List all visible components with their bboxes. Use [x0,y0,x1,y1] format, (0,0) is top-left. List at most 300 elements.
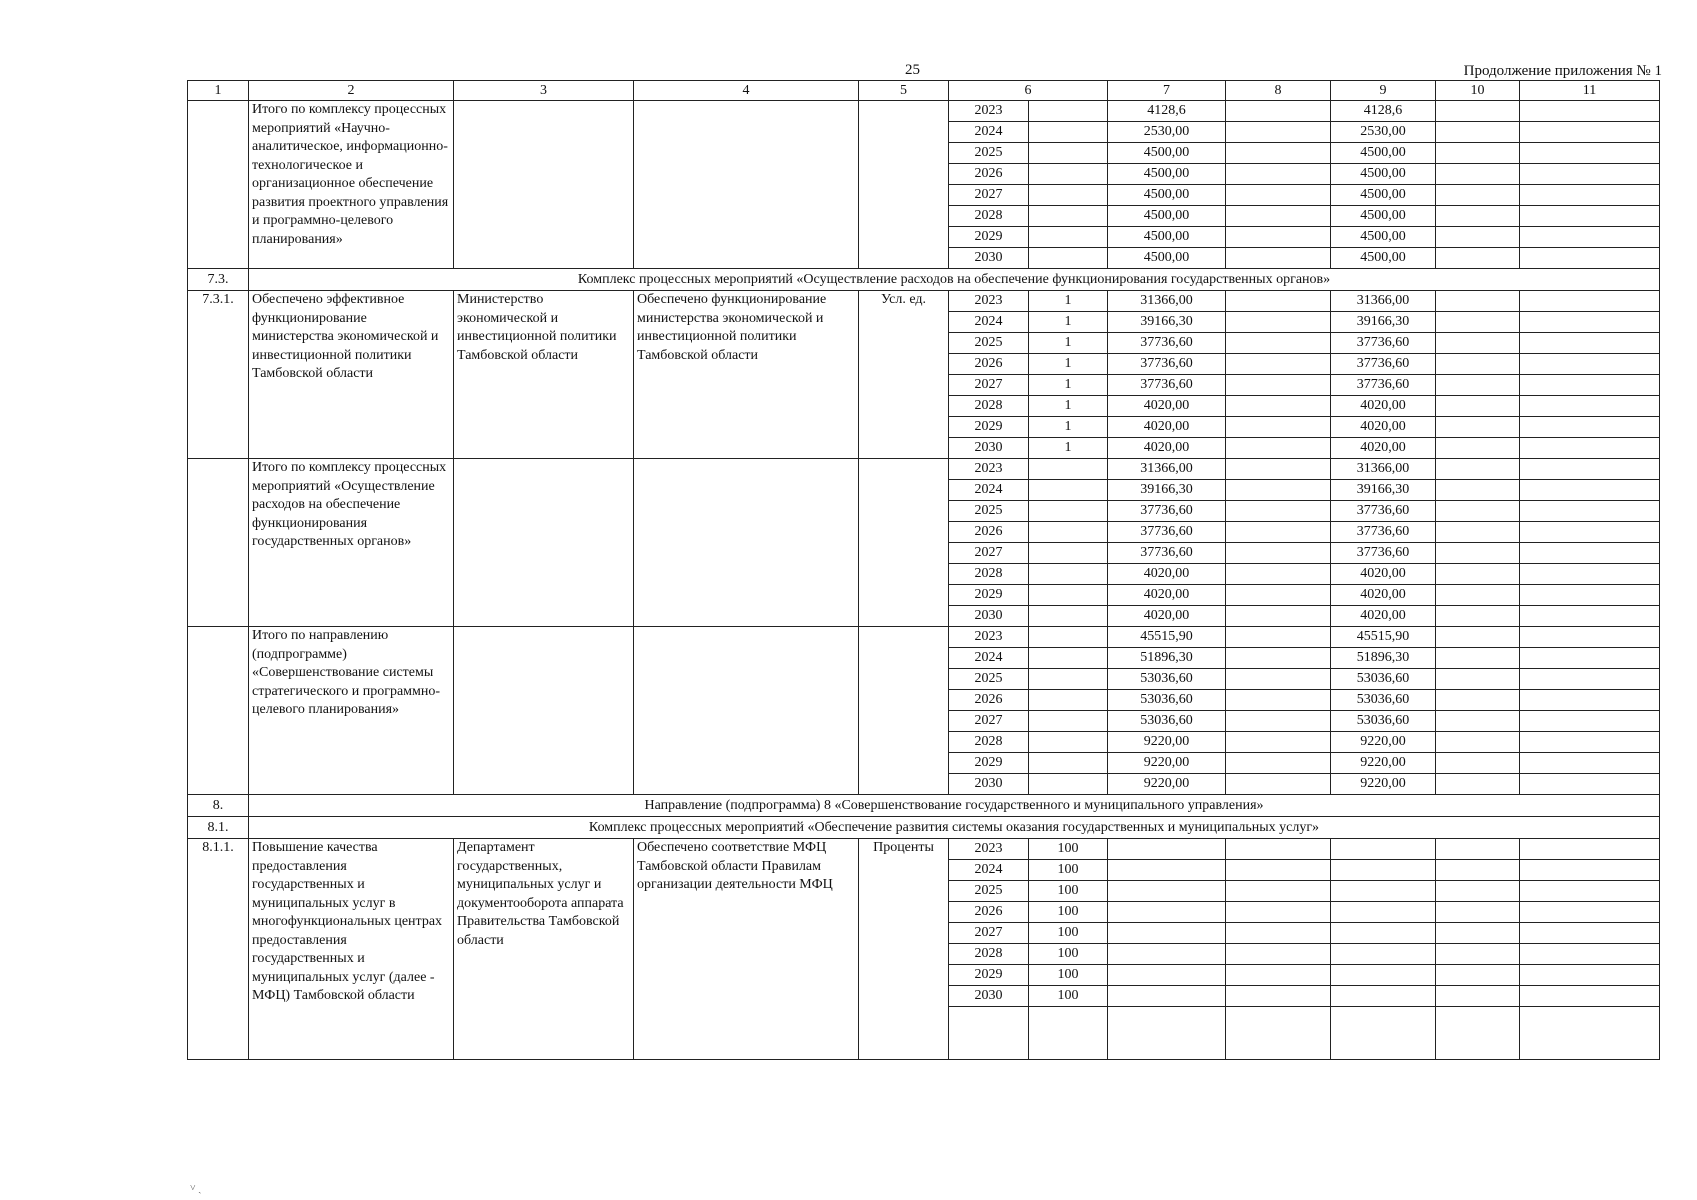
total-amount: 37736,60 [1108,543,1226,564]
total-amount: 31366,00 [1108,459,1226,480]
year-cell: 2026 [949,522,1029,543]
blank-cell [1029,1007,1108,1060]
indicator-value: 1 [1029,312,1108,333]
indicator-value [1029,185,1108,206]
year-cell: 2029 [949,753,1029,774]
total-amount: 4020,00 [1108,606,1226,627]
indicator-value: 1 [1029,375,1108,396]
column-8-value [1226,248,1331,269]
year-cell: 2030 [949,986,1029,1007]
total-amount [1108,860,1226,881]
column-number-3: 3 [454,81,634,101]
column-10-value [1436,312,1520,333]
regional-budget: 4020,00 [1331,438,1436,459]
column-8-value [1226,881,1331,902]
year-cell: 2027 [949,543,1029,564]
total-amount: 4500,00 [1108,227,1226,248]
column-8-value [1226,606,1331,627]
indicator-value [1029,648,1108,669]
total-amount [1108,902,1226,923]
year-cell: 2024 [949,122,1029,143]
column-8-value [1226,753,1331,774]
year-cell: 2026 [949,354,1029,375]
column-8-value [1226,480,1331,501]
total-amount: 31366,00 [1108,291,1226,312]
column-10-value [1436,648,1520,669]
table-row [188,839,1660,860]
regional-budget: 4020,00 [1331,564,1436,585]
indicator-value [1029,248,1108,269]
column-11-value [1520,753,1660,774]
regional-budget: 4500,00 [1331,185,1436,206]
section-number: 8. [188,795,249,817]
indicator-value: 100 [1029,986,1108,1007]
regional-budget: 53036,60 [1331,669,1436,690]
total-amount [1108,923,1226,944]
column-10-value [1436,585,1520,606]
regional-budget: 4128,6 [1331,101,1436,122]
column-number-5: 5 [859,81,949,101]
column-11-value [1520,206,1660,227]
column-8-value [1226,227,1331,248]
indicator-value [1029,480,1108,501]
total-amount: 4500,00 [1108,164,1226,185]
regional-budget: 31366,00 [1331,291,1436,312]
total-amount: 2530,00 [1108,122,1226,143]
indicator-value: 1 [1029,438,1108,459]
column-11-value [1520,881,1660,902]
blank-cell [1520,1007,1660,1060]
column-8-value [1226,690,1331,711]
total-amount: 4500,00 [1108,248,1226,269]
column-8-value [1226,986,1331,1007]
column-8-value [1226,333,1331,354]
year-cell: 2023 [949,291,1029,312]
year-cell: 2028 [949,396,1029,417]
unit-of-measure [859,101,949,269]
year-cell: 2026 [949,902,1029,923]
row-number: 7.3.1. [188,291,249,459]
indicator-value [1029,774,1108,795]
regional-budget [1331,860,1436,881]
year-cell: 2027 [949,711,1029,732]
indicator-value [1029,522,1108,543]
column-11-value [1520,501,1660,522]
total-amount: 37736,60 [1108,522,1226,543]
result-description [634,627,859,795]
column-11-value [1520,585,1660,606]
section-number: 8.1. [188,817,249,839]
indicator-value: 100 [1029,860,1108,881]
column-10-value [1436,206,1520,227]
column-11-value [1520,185,1660,206]
total-amount [1108,839,1226,860]
column-11-value [1520,438,1660,459]
regional-budget: 37736,60 [1331,333,1436,354]
year-cell: 2025 [949,143,1029,164]
column-11-value [1520,860,1660,881]
column-10-value [1436,986,1520,1007]
column-10-value [1436,185,1520,206]
column-number-9: 9 [1331,81,1436,101]
indicator-value: 1 [1029,333,1108,354]
column-11-value [1520,543,1660,564]
blank-cell [1331,1007,1436,1060]
responsible-executor [454,101,634,269]
year-cell: 2023 [949,627,1029,648]
total-amount: 4500,00 [1108,185,1226,206]
total-amount: 9220,00 [1108,753,1226,774]
responsible-executor: Министерство экономической и инвестиционной политики Тамбовской области [454,291,634,459]
column-11-value [1520,944,1660,965]
scan-mark: ˅ ˎ [190,1183,202,1194]
column-8-value [1226,143,1331,164]
total-amount: 37736,60 [1108,375,1226,396]
column-11-value [1520,459,1660,480]
column-10-value [1436,291,1520,312]
column-11-value [1520,923,1660,944]
measure-name: Итого по комплексу процессных мероприятий «Осуществление расходов на обеспечение функционирования государственных органов» [249,459,454,627]
column-number-2: 2 [249,81,454,101]
regional-budget: 9220,00 [1331,753,1436,774]
appendix-table [187,80,1660,1060]
column-11-value [1520,143,1660,164]
column-10-value [1436,944,1520,965]
total-amount: 9220,00 [1108,774,1226,795]
measure-name: Обеспечено эффективное функционирование министерства экономической и инвестиционной политики Тамбовской области [249,291,454,459]
regional-budget [1331,986,1436,1007]
regional-budget: 9220,00 [1331,774,1436,795]
year-cell: 2029 [949,585,1029,606]
table-body [188,81,1660,1060]
regional-budget: 37736,60 [1331,375,1436,396]
column-10-value [1436,375,1520,396]
column-8-value [1226,585,1331,606]
year-cell: 2030 [949,438,1029,459]
year-cell: 2024 [949,312,1029,333]
column-11-value [1520,774,1660,795]
column-8-value [1226,522,1331,543]
indicator-value [1029,753,1108,774]
regional-budget: 53036,60 [1331,690,1436,711]
total-amount: 37736,60 [1108,501,1226,522]
column-8-value [1226,185,1331,206]
regional-budget [1331,965,1436,986]
column-11-value [1520,965,1660,986]
indicator-value [1029,459,1108,480]
column-10-value [1436,881,1520,902]
year-cell: 2029 [949,227,1029,248]
responsible-executor: Департамент государственных, муниципальных услуг и документооборота аппарата Правительства Тамбовской области [454,839,634,1060]
column-11-value [1520,396,1660,417]
unit-of-measure [859,627,949,795]
regional-budget: 39166,30 [1331,480,1436,501]
column-8-value [1226,732,1331,753]
column-10-value [1436,438,1520,459]
column-10-value [1436,101,1520,122]
column-10-value [1436,122,1520,143]
column-11-value [1520,627,1660,648]
result-description: Обеспечено соответствие МФЦ Тамбовской области Правилам организации деятельности МФЦ [634,839,859,1060]
column-10-value [1436,143,1520,164]
column-10-value [1436,839,1520,860]
total-amount: 4020,00 [1108,564,1226,585]
column-11-value [1520,248,1660,269]
indicator-value: 1 [1029,291,1108,312]
regional-budget [1331,923,1436,944]
column-number-7: 7 [1108,81,1226,101]
table-row [188,459,1660,480]
indicator-value [1029,711,1108,732]
indicator-value [1029,206,1108,227]
total-amount: 4128,6 [1108,101,1226,122]
total-amount [1108,881,1226,902]
regional-budget: 4500,00 [1331,164,1436,185]
column-8-value [1226,564,1331,585]
column-8-value [1226,206,1331,227]
year-cell: 2028 [949,564,1029,585]
year-cell: 2024 [949,480,1029,501]
regional-budget: 53036,60 [1331,711,1436,732]
regional-budget: 31366,00 [1331,459,1436,480]
measure-name: Повышение качества предоставления государственных и муниципальных услуг в многофункциональных центрах предоставления государственных и муниципальных услуг (далее - МФЦ) Тамбовской области [249,839,454,1060]
regional-budget [1331,902,1436,923]
column-11-value [1520,354,1660,375]
total-amount [1108,944,1226,965]
indicator-value: 100 [1029,881,1108,902]
year-cell: 2028 [949,732,1029,753]
row-number [188,101,249,269]
column-10-value [1436,965,1520,986]
column-11-value [1520,711,1660,732]
column-10-value [1436,606,1520,627]
column-11-value [1520,902,1660,923]
indicator-value: 100 [1029,923,1108,944]
column-8-value [1226,669,1331,690]
measure-name: Итого по комплексу процессных мероприятий «Научно-аналитическое, информационно-технологическое и организационное обеспечение развития проектного управления и программно-целевого планирования» [249,101,454,269]
column-8-value [1226,944,1331,965]
column-10-value [1436,627,1520,648]
year-cell: 2026 [949,690,1029,711]
regional-budget: 4500,00 [1331,227,1436,248]
column-11-value [1520,669,1660,690]
year-cell: 2027 [949,185,1029,206]
total-amount: 45515,90 [1108,627,1226,648]
unit-of-measure: Проценты [859,839,949,1060]
column-10-value [1436,564,1520,585]
year-cell: 2026 [949,164,1029,185]
year-cell: 2030 [949,606,1029,627]
column-10-value [1436,396,1520,417]
responsible-executor [454,627,634,795]
column-8-value [1226,122,1331,143]
column-8-value [1226,965,1331,986]
total-amount: 53036,60 [1108,690,1226,711]
total-amount: 37736,60 [1108,333,1226,354]
section-title: Комплекс процессных мероприятий «Осуществление расходов на обеспечение функционирования государственных органов» [249,269,1660,291]
column-10-value [1436,459,1520,480]
column-11-value [1520,101,1660,122]
result-description: Обеспечено функционирование министерства экономической и инвестиционной политики Тамбовской области [634,291,859,459]
year-cell: 2023 [949,101,1029,122]
column-8-value [1226,354,1331,375]
column-10-value [1436,164,1520,185]
total-amount: 9220,00 [1108,732,1226,753]
column-number-row [188,81,1660,101]
indicator-value: 100 [1029,839,1108,860]
column-10-value [1436,417,1520,438]
year-cell: 2027 [949,923,1029,944]
regional-budget: 45515,90 [1331,627,1436,648]
column-11-value [1520,417,1660,438]
column-8-value [1226,627,1331,648]
total-amount: 53036,60 [1108,711,1226,732]
section-row [188,817,1660,839]
column-number-4: 4 [634,81,859,101]
year-cell: 2025 [949,501,1029,522]
table-row [188,101,1660,122]
regional-budget: 37736,60 [1331,543,1436,564]
column-8-value [1226,417,1331,438]
indicator-value [1029,627,1108,648]
column-10-value [1436,543,1520,564]
column-8-value [1226,774,1331,795]
column-10-value [1436,923,1520,944]
regional-budget: 39166,30 [1331,312,1436,333]
section-number: 7.3. [188,269,249,291]
result-description [634,101,859,269]
column-10-value [1436,333,1520,354]
row-number: 8.1.1. [188,839,249,1060]
regional-budget: 4020,00 [1331,606,1436,627]
year-cell: 2024 [949,860,1029,881]
column-10-value [1436,354,1520,375]
unit-of-measure: Усл. ед. [859,291,949,459]
column-10-value [1436,690,1520,711]
column-11-value [1520,291,1660,312]
regional-budget: 9220,00 [1331,732,1436,753]
indicator-value [1029,143,1108,164]
responsible-executor [454,459,634,627]
column-11-value [1520,839,1660,860]
year-cell: 2023 [949,839,1029,860]
year-cell: 2028 [949,206,1029,227]
column-8-value [1226,438,1331,459]
column-number-8: 8 [1226,81,1331,101]
total-amount: 53036,60 [1108,669,1226,690]
indicator-value [1029,585,1108,606]
blank-cell [949,1007,1029,1060]
result-description [634,459,859,627]
column-number-6: 6 [949,81,1108,101]
column-8-value [1226,312,1331,333]
total-amount [1108,965,1226,986]
continuation-note: Продолжение приложения № 1 [1463,63,1662,79]
column-8-value [1226,543,1331,564]
year-cell: 2030 [949,248,1029,269]
indicator-value: 1 [1029,417,1108,438]
total-amount [1108,986,1226,1007]
regional-budget: 4500,00 [1331,143,1436,164]
regional-budget: 4500,00 [1331,206,1436,227]
total-amount: 39166,30 [1108,312,1226,333]
regional-budget: 4020,00 [1331,417,1436,438]
total-amount: 4020,00 [1108,585,1226,606]
indicator-value [1029,564,1108,585]
total-amount: 4500,00 [1108,206,1226,227]
column-10-value [1436,860,1520,881]
section-title: Направление (подпрограмма) 8 «Совершенствование государственного и муниципального управления» [249,795,1660,817]
column-number-10: 10 [1436,81,1520,101]
column-10-value [1436,902,1520,923]
column-10-value [1436,480,1520,501]
indicator-value: 100 [1029,965,1108,986]
year-cell: 2029 [949,417,1029,438]
column-10-value [1436,732,1520,753]
page-number: 25 [905,62,920,78]
unit-of-measure [859,459,949,627]
column-11-value [1520,732,1660,753]
indicator-value: 1 [1029,354,1108,375]
indicator-value [1029,122,1108,143]
year-cell: 2025 [949,333,1029,354]
column-8-value [1226,648,1331,669]
indicator-value [1029,606,1108,627]
column-11-value [1520,564,1660,585]
regional-budget: 4500,00 [1331,248,1436,269]
indicator-value [1029,164,1108,185]
year-cell: 2028 [949,944,1029,965]
column-11-value [1520,227,1660,248]
column-11-value [1520,480,1660,501]
column-number-11: 11 [1520,81,1660,101]
column-11-value [1520,312,1660,333]
column-8-value [1226,839,1331,860]
blank-cell [1436,1007,1520,1060]
column-10-value [1436,753,1520,774]
column-8-value [1226,501,1331,522]
regional-budget [1331,881,1436,902]
measure-name: Итого по направлению (подпрограмме) «Совершенствование системы стратегического и программно-целевого планирования» [249,627,454,795]
year-cell: 2024 [949,648,1029,669]
year-cell: 2025 [949,881,1029,902]
column-10-value [1436,774,1520,795]
year-cell: 2030 [949,774,1029,795]
column-10-value [1436,522,1520,543]
indicator-value [1029,690,1108,711]
indicator-value: 100 [1029,902,1108,923]
column-8-value [1226,101,1331,122]
total-amount: 37736,60 [1108,354,1226,375]
column-8-value [1226,711,1331,732]
row-number [188,459,249,627]
regional-budget: 37736,60 [1331,522,1436,543]
column-11-value [1520,986,1660,1007]
regional-budget: 4020,00 [1331,585,1436,606]
row-number [188,627,249,795]
blank-cell [1108,1007,1226,1060]
table-row [188,627,1660,648]
section-row [188,795,1660,817]
indicator-value: 1 [1029,396,1108,417]
year-cell: 2027 [949,375,1029,396]
column-8-value [1226,396,1331,417]
column-8-value [1226,459,1331,480]
column-11-value [1520,606,1660,627]
column-11-value [1520,648,1660,669]
section-row [188,269,1660,291]
column-11-value [1520,164,1660,185]
